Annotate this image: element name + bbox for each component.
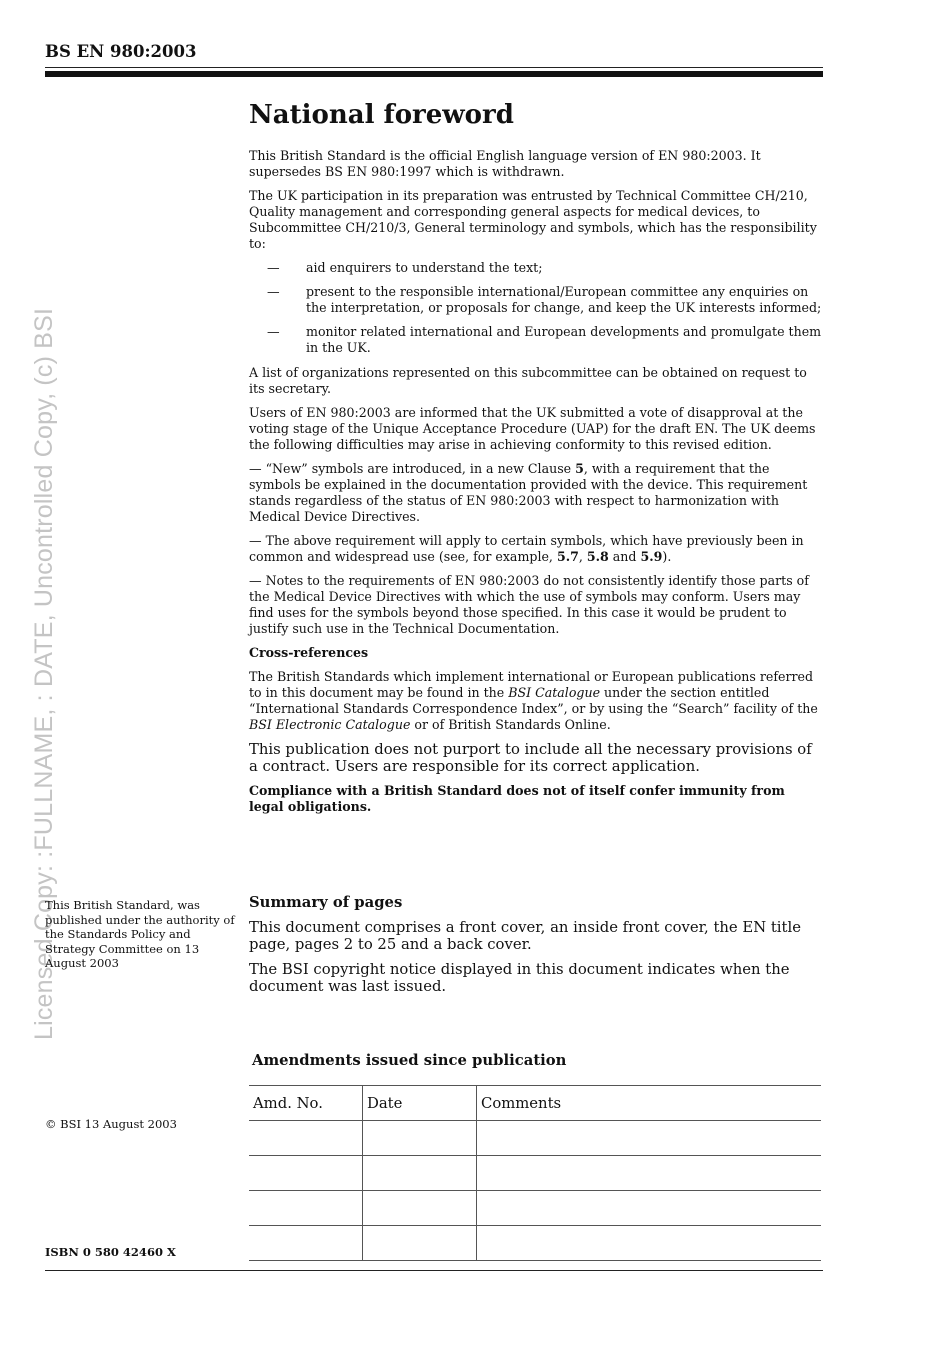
header-rule-thin [45,67,823,68]
clause-reference: 5.8 [586,549,609,564]
text-run: , with a requirement that the symbols be explained in the documentation provided with the device. This requirement stands regardless of the status of EN 980:2003 with respect to harmonization with Medical Device Directives. [249,461,808,524]
paragraph-cross-references [249,669,822,733]
dash-marker: — [267,324,280,339]
paragraph-new-symbols [249,461,822,525]
text-run: or of British Standards Online. [410,717,611,732]
amendments-title: Amendments issued since publication [252,1052,567,1069]
dash-marker: — [267,260,280,275]
amendments-table [249,1085,821,1261]
table-cell [249,1156,363,1191]
document-id: BS EN 980:2003 [45,42,197,61]
table-cell [477,1226,822,1261]
list-item [249,260,822,276]
clause-reference: 5.9 [640,549,663,564]
paragraph-official-version: This British Standard is the official English language version of EN 980:2003. It supersedes BS EN 980:1997 which is withdrawn. [249,148,761,179]
column-header-comments: Comments [477,1086,822,1121]
paragraph-uk-participation: The UK participation in its preparation was entrusted by Technical Committee CH/210, Quality management and corresponding general aspects for medical devices, to Subcommittee CH/210/3, General terminology and symbols, which has the responsibility to: [249,188,817,251]
text-run: The British Standards which implement international or European publications referred to in this document may be found in the [249,669,814,700]
paragraph-notes-directives: — Notes to the requirements of EN 980:2003 do not consistently identify those parts of the Medical Device Directives with which the use of symbols may conform. Users may find uses for the symbols beyond those specified. In this case it would be prudent to justify such use in the Technical Documentation. [249,573,809,636]
footer-rule [45,1270,823,1271]
cross-references-heading: Cross-references [249,645,369,660]
text-run: , [578,549,587,564]
summary-heading: Summary of pages [249,894,403,911]
compliance-statement: Compliance with a British Standard does not of itself confer immunity from legal obligations. [249,783,785,814]
column-header-date: Date [363,1086,477,1121]
foreword-body [249,148,822,823]
paragraph-provisions: This publication does not purport to include all the necessary provisions of a contract. Users are responsible for its correct application. [249,741,812,775]
summary-of-pages [249,894,822,1003]
text-run: ). [662,549,672,564]
summary-paragraph-copyright: The BSI copyright notice displayed in this document indicates when the document was last issued. [249,961,790,995]
table-row [249,1156,821,1191]
table-cell [249,1121,363,1156]
clause-reference: 5 [575,461,584,476]
table-cell [477,1191,822,1226]
text-run: and [608,549,641,564]
table-cell [363,1226,477,1261]
list-item [249,324,822,356]
paragraph-requirement-symbols [249,533,822,565]
table-cell [363,1121,477,1156]
paragraph-uap-vote: Users of EN 980:2003 are informed that the UK submitted a vote of disapproval at the voting stage of the Unique Acceptance Procedure (UAP) for the draft EN. The UK deems the following difficulties may arise in achieving conformity to this revised edition. [249,405,816,452]
table-row [249,1191,821,1226]
table-cell [249,1226,363,1261]
text-run: — “New” symbols are introduced, in a new Clause [249,461,576,476]
list-item-text: aid enquirers to understand the text; [306,260,543,275]
column-header-amd-no: Amd. No. [249,1086,363,1121]
isbn-number: ISBN 0 580 42460 X [45,1245,176,1259]
list-item [249,284,822,316]
list-item-text: present to the responsible international/European committee any enquiries on the interpretation, or proposals for change, and keep the UK interests informed; [306,284,822,315]
table-header-row [249,1086,821,1121]
table-cell [477,1121,822,1156]
summary-paragraph-contents: This document comprises a front cover, an inside front cover, the EN title page, pages 2 to 25 and a back cover. [249,919,801,953]
table-cell [249,1191,363,1226]
catalogue-title: BSI Catalogue [508,685,601,700]
table-cell [477,1156,822,1191]
copyright-notice: © BSI 13 August 2003 [45,1117,177,1131]
responsibility-list [249,260,822,356]
table-cell [363,1156,477,1191]
publication-note: This British Standard, was published under the authority of the Standards Policy and Strategy Committee on 13 August 2003 [45,898,235,970]
table-cell [363,1191,477,1226]
electronic-catalogue-title: BSI Electronic Catalogue [249,717,411,732]
dash-marker: — [267,284,280,299]
paragraph-organizations: A list of organizations represented on this subcommittee can be obtained on request to its secretary. [249,365,807,396]
clause-reference: 5.7 [556,549,579,564]
watermark-text: Licensed Copy: :FULLNAME, : DATE, Uncontrolled Copy, (c) BSI [30,307,58,1040]
page-title: National foreword [249,100,514,130]
list-item-text: monitor related international and European developments and promulgate them in the UK. [306,324,822,355]
header-rule-thick [45,71,823,77]
text-run: under the section entitled “International Standards Correspondence Index”, or by using the “Search” facility of the [249,685,818,716]
table-row [249,1226,821,1261]
text-run: — The above requirement will apply to certain symbols, which have previously been in common and widespread use (see, for example, [249,533,804,564]
table-row [249,1121,821,1156]
